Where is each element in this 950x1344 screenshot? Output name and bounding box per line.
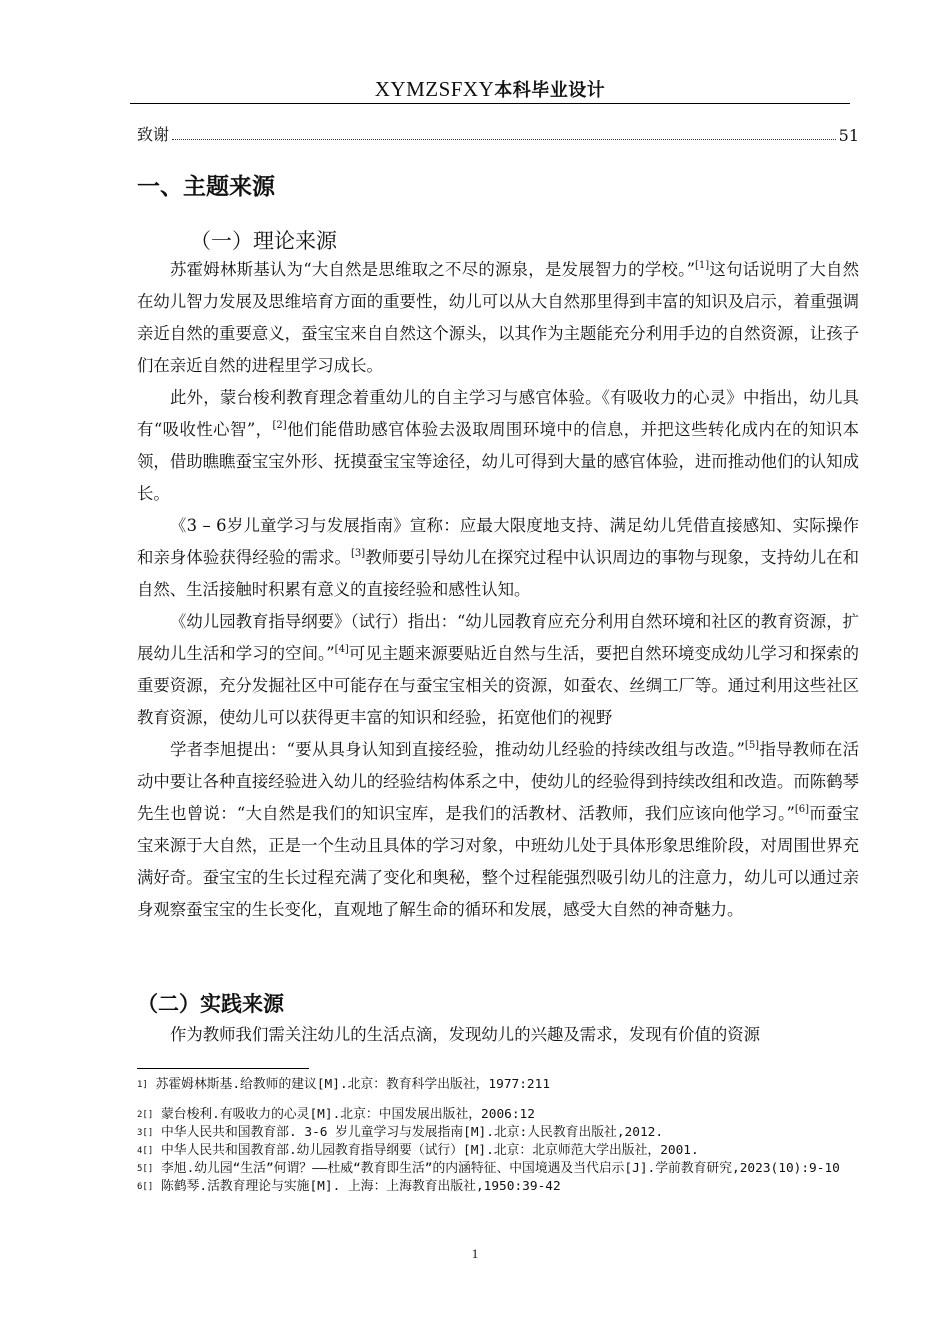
footnote: $^{2[]}$ 蒙台梭利.有吸收力的心灵[M].北京：中国发展出版社，2006:12 [137, 1107, 535, 1122]
footnote: $^{1]}$ 苏霍姆林斯基.给教师的建议[M].北京：教育科学出版社，1977:211 [137, 1077, 551, 1092]
header-brand: XYMZSFXY [374, 77, 495, 101]
subsection-heading-theory: （一）理论来源 [190, 229, 337, 253]
citation-ref[interactable]: [6] [794, 804, 810, 815]
theory-body [137, 254, 859, 926]
citation-ref[interactable]: [2] [272, 420, 287, 431]
citation-ref[interactable]: [3] [351, 548, 366, 559]
footnote: $^{4[]}$ 中华人民共和国教育部.幼儿园教育指导纲要（试行）[M].北京：北京师范大学出版社，2001. [137, 1143, 699, 1158]
citation-ref[interactable]: [1] [694, 260, 710, 271]
paragraph: 学者李旭提出：“要从具身认知到直接经验，推动幼儿经验的持续改组与改造。”[5]指导教师在活动中要让各种直接经验进入幼儿的经验结构体系之中，使幼儿的经验得到持续改组和改造。而陈鹤琴先生也曾说：“大自然是我们的知识宝库，是我们的活教材、活教师，我们应该向他学习。”[6]而蚕宝宝来源于大自然，正是一个生动且具体的学习对象，中班幼儿处于具体形象思维阶段，对周围世界充满好奇。蚕宝宝的生长过程充满了变化和奥秘，整个过程能强烈吸引幼儿的注意力，幼儿可以通过亲身观察蚕宝宝的生长变化，直观地了解生命的循环和发展，感受大自然的神奇魅力。 [137, 740, 860, 919]
header-rule [130, 103, 850, 104]
footnotes [137, 1076, 859, 1196]
toc-entry-page: 51 [838, 126, 859, 145]
paragraph: 此外，蒙台梭利教育理念着重幼儿的自主学习与感官体验。《有吸收力的心灵》中指出，幼儿具有“吸收性心智”，[2]他们能借助感官体验去汲取周围环境中的信息，并把这些转化成内在的知识本领，借助瞧瞧蚕宝宝外形、抚摸蚕宝宝等途径，幼儿可得到大量的感官体验，进而推动他们的认知成长。 [137, 388, 859, 503]
toc-entry-label: 致谢 [137, 125, 170, 144]
footnote: $^{3[]}$ 中华人民共和国教育部. 3-6 岁儿童学习与发展指南[M].北京:人民教育出版社,2012. [137, 1125, 664, 1140]
footnote: $^{5[]}$ 李旭.幼儿园“生活”何谓？——杜威“教育即生活”的内涵特征、中国境遇及当代启示[J].学前教育研究,2023(10):9-10 [137, 1161, 840, 1176]
citation-ref[interactable]: [4] [334, 644, 349, 655]
page-header [130, 76, 850, 102]
paragraph: 作为教师我们需关注幼儿的生活点滴，发现幼儿的兴趣及需求，发现有价值的资源 [170, 1025, 761, 1044]
page-number: 1 [471, 1246, 479, 1261]
practice-body [137, 1019, 859, 1051]
citation-ref[interactable]: [5] [744, 740, 760, 751]
section-heading: 一、主题来源 [137, 174, 275, 200]
subsection-heading-practice: （二）实践来源 [137, 992, 284, 1016]
header-title: 本科毕业设计 [494, 80, 606, 101]
footnote-separator [137, 1068, 309, 1069]
paragraph: 《3 – 6岁儿童学习与发展指南》宣称：应最大限度地支持、满足幼儿凭借直接感知、实际操作和亲身体验获得经验的需求。[3]教师要引导幼儿在探究过程中认识周边的事物与现象，支持幼儿在和自然、生活接触时积累有意义的直接经验和感性认知。 [137, 516, 860, 599]
paragraph: 苏霍姆林斯基认为“大自然是思维取之不尽的源泉，是发展智力的学校。”[1]这句话说明了大自然在幼儿智力发展及思维培育方面的重要性，幼儿可以从大自然那里得到丰富的知识及启示，着重强调亲近自然的重要意义，蚕宝宝来自自然这个源头，以其作为主题能充分利用手边的自然资源，让孩子们在亲近自然的进程里学习成长。 [137, 260, 860, 375]
footnote: $^{6[]}$ 陈鹤琴.活教育理论与实施[M]. 上海：上海教育出版社,1950:39-42 [137, 1179, 561, 1194]
toc-entry[interactable] [137, 121, 859, 145]
paragraph: 《幼儿园教育指导纲要》（试行）指出：“幼儿园教育应充分利用自然环境和社区的教育资源，扩展幼儿生活和学习的空间。”[4]可见主题来源要贴近自然与生活，要把自然环境变成幼儿学习和探索的重要资源，充分发掘社区中可能存在与蚕宝宝相关的资源，如蚕农、丝绸工厂等。通过利用这些社区教育资源，使幼儿可以获得更丰富的知识和经验，拓宽他们的视野 [137, 612, 860, 727]
toc-leader-dots [172, 139, 836, 140]
